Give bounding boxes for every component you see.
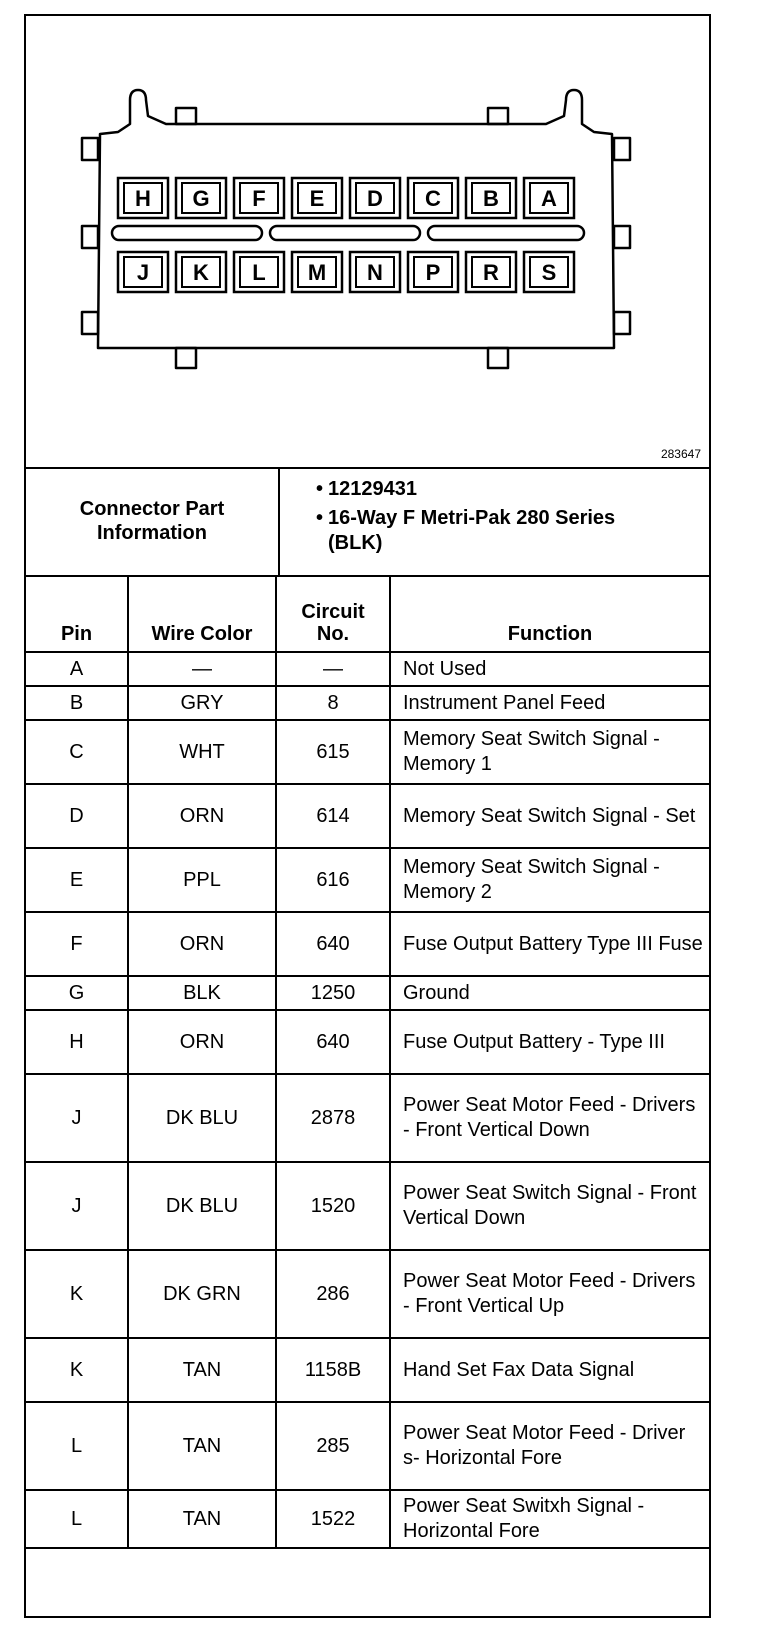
pin-letter: M [307, 260, 327, 285]
function-cell: Power Seat Motor Feed - Drivers - Front Vertical Up [390, 1250, 709, 1338]
wire-color-cell: DK BLU [128, 1074, 276, 1162]
function-cell: Memory Seat Switch Signal - Set [390, 784, 709, 848]
table-row [26, 848, 709, 912]
circuit-cell: 616 [276, 848, 390, 912]
pin-cell: H [26, 1010, 128, 1074]
table-row [26, 1338, 709, 1402]
pin-cell: K [26, 1250, 128, 1338]
table-header-row [26, 577, 709, 652]
circuit-cell: 1522 [276, 1490, 390, 1548]
pin-cavity-c [408, 178, 458, 218]
wire-color-cell: PPL [128, 848, 276, 912]
pin-cell: B [26, 686, 128, 720]
function-cell: Power Seat Switch Signal - Front Vertical Down [390, 1162, 709, 1250]
pin-cavity-e [292, 178, 342, 218]
pin-letter: K [193, 260, 209, 285]
function-cell: Not Used [390, 652, 709, 686]
circuit-cell: 640 [276, 1010, 390, 1074]
table-row [26, 1490, 709, 1548]
circuit-cell: 615 [276, 720, 390, 784]
table-row [26, 720, 709, 784]
document-frame [24, 14, 711, 1618]
table-row [26, 1074, 709, 1162]
table-row [26, 976, 709, 1010]
circuit-cell: 8 [276, 686, 390, 720]
circuit-cell: 1250 [276, 976, 390, 1010]
pin-letter: G [192, 186, 210, 211]
connector-drawing [26, 16, 709, 467]
pin-cavity-h [118, 178, 168, 218]
pin-cell: D [26, 784, 128, 848]
wire-color-cell: DK GRN [128, 1250, 276, 1338]
pin-letter: E [309, 186, 325, 211]
pin-cavity-d [350, 178, 400, 218]
pin-cavity-a [524, 178, 574, 218]
pin-letter: J [136, 260, 150, 285]
circuit-cell: 1520 [276, 1162, 390, 1250]
table-row [26, 652, 709, 686]
circuit-cell: 286 [276, 1250, 390, 1338]
pin-cell: C [26, 720, 128, 784]
pin-letter: F [252, 186, 266, 211]
pin-letter: B [483, 186, 499, 211]
pinout-table [26, 577, 709, 1549]
pin-cavity-g [176, 178, 226, 218]
function-cell: Hand Set Fax Data Signal [390, 1338, 709, 1402]
connector-part-info [26, 467, 709, 577]
header-wire-color: Wire Color [128, 577, 276, 652]
table-row [26, 1250, 709, 1338]
pin-cavity-s [524, 252, 574, 292]
pin-cavity-k [176, 252, 226, 292]
circuit-cell: 640 [276, 912, 390, 976]
pin-letter: N [367, 260, 383, 285]
function-cell: Ground [390, 976, 709, 1010]
wire-color-cell: — [128, 652, 276, 686]
wire-color-cell: TAN [128, 1490, 276, 1548]
part-number: • 12129431 [282, 477, 702, 502]
connector-diagram [26, 16, 709, 469]
wire-color-cell: GRY [128, 686, 276, 720]
pin-cavity-p [408, 252, 458, 292]
pinout-rows [26, 652, 709, 1548]
function-cell: Fuse Output Battery Type III Fuse [390, 912, 709, 976]
pin-letter: L [252, 260, 266, 285]
wire-color-cell: WHT [128, 720, 276, 784]
pin-cell: L [26, 1402, 128, 1490]
function-cell: Power Seat Motor Feed - Drivers - Front Vertical Down [390, 1074, 709, 1162]
connector-type: • 16-Way F Metri-Pak 280 Series (BLK) [282, 506, 702, 556]
pin-cell: K [26, 1338, 128, 1402]
header-circuit-label: Circuit No. [301, 601, 365, 645]
pin-cavity-n [350, 252, 400, 292]
header-circuit [276, 577, 390, 652]
part-info-label: Connector Part Information [26, 467, 280, 575]
pin-letter: A [541, 186, 557, 211]
pin-cell: J [26, 1162, 128, 1250]
wire-color-cell: TAN [128, 1402, 276, 1490]
wire-color-cell: DK BLU [128, 1162, 276, 1250]
header-pin: Pin [26, 577, 128, 652]
table-row [26, 686, 709, 720]
pin-letter: R [483, 260, 499, 285]
pin-cell: G [26, 976, 128, 1010]
pin-cell: F [26, 912, 128, 976]
table-row [26, 1162, 709, 1250]
pin-row-top [118, 178, 574, 218]
pin-cell: L [26, 1490, 128, 1548]
figure-id: 283647 [660, 447, 701, 461]
wire-color-cell: ORN [128, 912, 276, 976]
pin-letter: C [425, 186, 441, 211]
function-cell: Fuse Output Battery - Type III [390, 1010, 709, 1074]
pin-row-bottom [118, 252, 574, 292]
wire-color-cell: ORN [128, 1010, 276, 1074]
table-row [26, 1402, 709, 1490]
table-row [26, 1010, 709, 1074]
table-row [26, 784, 709, 848]
function-cell: Memory Seat Switch Signal - Memory 2 [390, 848, 709, 912]
pin-cell: E [26, 848, 128, 912]
function-cell: Memory Seat Switch Signal - Memory 1 [390, 720, 709, 784]
pin-cavity-m [292, 252, 342, 292]
wire-color-cell: TAN [128, 1338, 276, 1402]
pin-cavity-j [118, 252, 168, 292]
circuit-cell: 2878 [276, 1074, 390, 1162]
pin-cavity-r [466, 252, 516, 292]
header-function: Function [390, 577, 709, 652]
function-cell: Power Seat Motor Feed - Driver s- Horizontal Fore [390, 1402, 709, 1490]
circuit-cell: — [276, 652, 390, 686]
wire-color-cell: BLK [128, 976, 276, 1010]
circuit-cell: 614 [276, 784, 390, 848]
pin-letter: D [367, 186, 383, 211]
wire-color-cell: ORN [128, 784, 276, 848]
circuit-cell: 285 [276, 1402, 390, 1490]
part-info-list [282, 477, 702, 560]
pin-letter: P [425, 260, 441, 285]
function-cell: Power Seat Switxh Signal - Horizontal Fore [390, 1490, 709, 1548]
pin-letter: H [135, 186, 151, 211]
pin-cavity-b [466, 178, 516, 218]
table-row [26, 912, 709, 976]
circuit-cell: 1158B [276, 1338, 390, 1402]
pin-cavity-f [234, 178, 284, 218]
pin-cavity-l [234, 252, 284, 292]
pin-cell: J [26, 1074, 128, 1162]
pin-cell: A [26, 652, 128, 686]
pin-letter: S [541, 260, 557, 285]
function-cell: Instrument Panel Feed [390, 686, 709, 720]
